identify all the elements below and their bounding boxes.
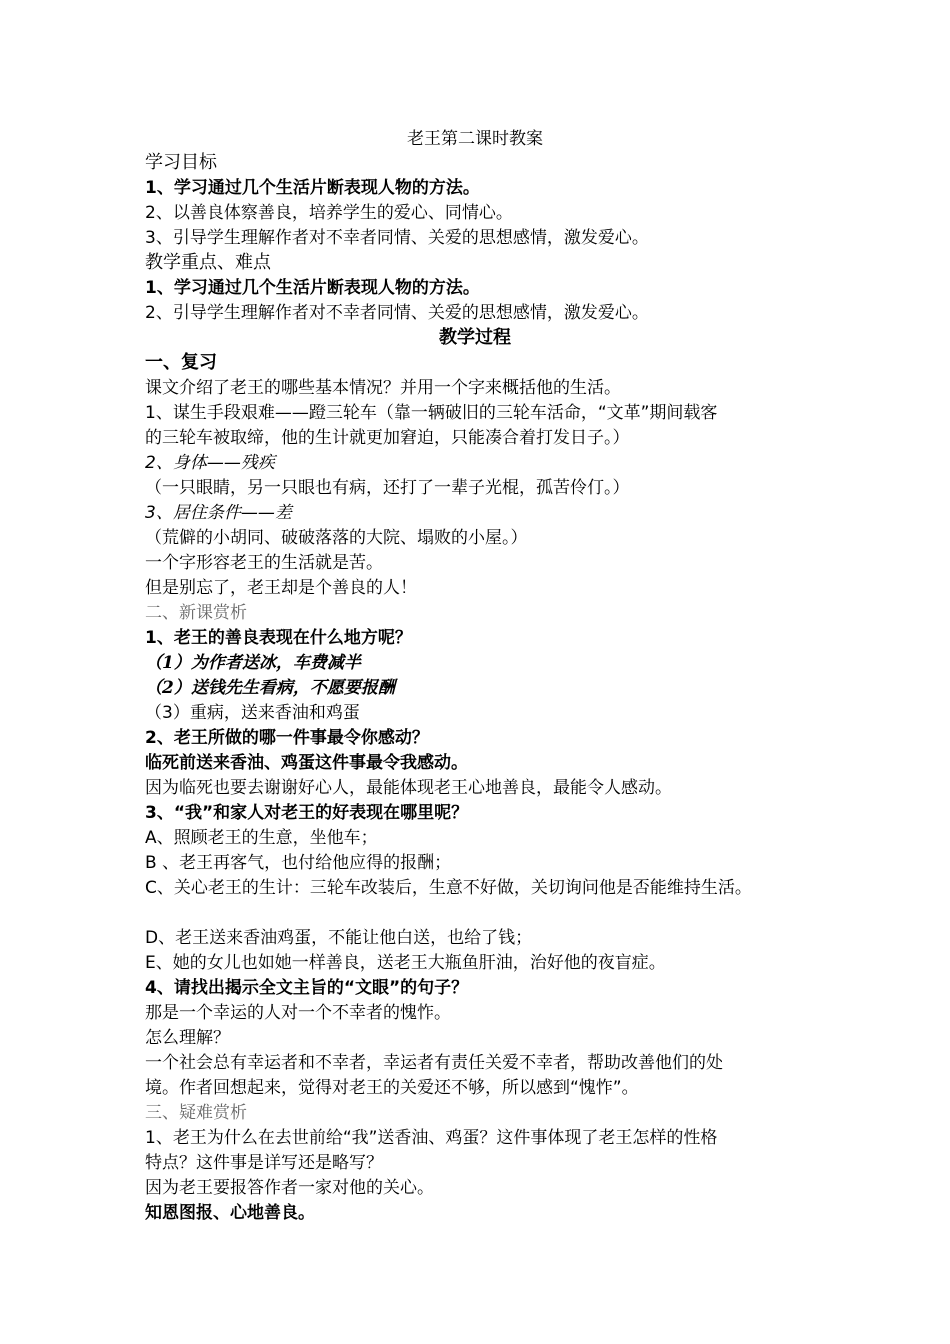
question-3: 3、“我”和家人对老王的好表现在哪里呢？ — [145, 803, 469, 823]
answer-1-3: （3）重病，送来香油和鸡蛋 — [145, 703, 360, 723]
difficult-answer-summary: 知恩图报、心地善良。 — [145, 1203, 315, 1223]
answer-3-d: D、老王送来香油鸡蛋，不能让他白送，也给了钱； — [145, 928, 533, 948]
review-summary: 一个字形容老王的生活就是苦。 — [145, 553, 383, 573]
section-heading-new-lesson: 二、新课赏析 — [145, 603, 247, 623]
question-1: 1、老王的善良表现在什么地方呢？ — [145, 628, 412, 648]
review-item-3-detail: （荒僻的小胡同、破破落落的大院、塌败的小屋。） — [145, 528, 528, 548]
answer-4: 那是一个幸运的人对一个不幸者的愧怍。 — [145, 1003, 451, 1023]
review-item-2: 2、身体——残疾 — [145, 453, 275, 473]
answer-2-reason: 因为临死也要去谢谢好心人，最能体现老王心地善良，最能令人感动。 — [145, 778, 672, 798]
question-2: 2、老王所做的哪一件事最令你感动？ — [145, 728, 429, 748]
objective-2: 2、以善良体察善良，培养学生的爱心、同情心。 — [145, 203, 513, 223]
section-heading-difficult: 三、疑难赏析 — [145, 1103, 247, 1123]
answer-1-1: （1）为作者送冰，车费减半 — [145, 653, 361, 673]
review-item-3: 3、居住条件——差 — [145, 503, 292, 523]
objective-1: 1、学习通过几个生活片断表现人物的方法。 — [145, 178, 480, 198]
difficult-question-a: 1、老王为什么在去世前给“我”送香油、鸡蛋？这件事体现了老王怎样的性格 — [145, 1128, 718, 1148]
answer-3-c: C、关心老王的生计：三轮车改装后，生意不好做，关切询问他是否能维持生活。 — [145, 878, 752, 898]
answer-4-explanation-a: 一个社会总有幸运者和不幸者，幸运者有责任关爱不幸者，帮助改善他们的处 — [145, 1053, 723, 1073]
answer-2: 临死前送来香油、鸡蛋这件事最令我感动。 — [145, 753, 468, 773]
section-heading-objectives: 学习目标 — [145, 152, 217, 173]
review-item-1b: 的三轮车被取缔，他的生计就更加窘迫，只能凑合着打发日子。） — [145, 428, 630, 448]
review-item-2-detail: （一只眼睛，另一只眼也有病，还打了一辈子光棍，孤苦伶仃。） — [145, 478, 630, 498]
question-4: 4、请找出揭示全文主旨的“文眼”的句子？ — [145, 978, 469, 998]
objective-3: 3、引导学生理解作者对不幸者同情、关爱的思想感情，激发爱心。 — [145, 228, 649, 248]
difficult-answer: 因为老王要报答作者一家对他的关心。 — [145, 1178, 434, 1198]
answer-3-a: A、照顾老王的生意，坐他车； — [145, 828, 378, 848]
review-transition: 但是别忘了，老王却是个善良的人！ — [145, 578, 417, 598]
difficult-question-b: 特点？这件事是详写还是略写？ — [145, 1153, 383, 1173]
answer-3-b: B 、老王再客气，也付给他应得的报酬； — [145, 853, 452, 873]
question-4-follow-up: 怎么理解？ — [145, 1028, 230, 1048]
key-point-1: 1、学习通过几个生活片断表现人物的方法。 — [145, 278, 480, 298]
answer-4-explanation-b: 境。作者回想起来，觉得对老王的关爱还不够，所以感到“愧怍”。 — [145, 1078, 639, 1098]
key-point-2: 2、引导学生理解作者对不幸者同情、关爱的思想感情，激发爱心。 — [145, 303, 649, 323]
answer-3-e: E、她的女儿也如她一样善良，送老王大瓶鱼肝油，治好他的夜盲症。 — [145, 953, 666, 973]
answer-1-2: （2）送钱先生看病，不愿要报酬 — [145, 678, 395, 698]
review-question: 课文介绍了老王的哪些基本情况？并用一个字来概括他的生活。 — [145, 378, 621, 398]
review-item-1a: 1、谋生手段艰难——蹬三轮车（靠一辆破旧的三轮车活命，“文革”期间载客 — [145, 403, 718, 423]
section-heading-key-points: 教学重点、难点 — [145, 252, 271, 273]
section-heading-process: 教学过程 — [439, 327, 511, 348]
document-title: 老王第二课时教案 — [407, 129, 543, 149]
section-heading-review: 一、复习 — [145, 352, 217, 373]
